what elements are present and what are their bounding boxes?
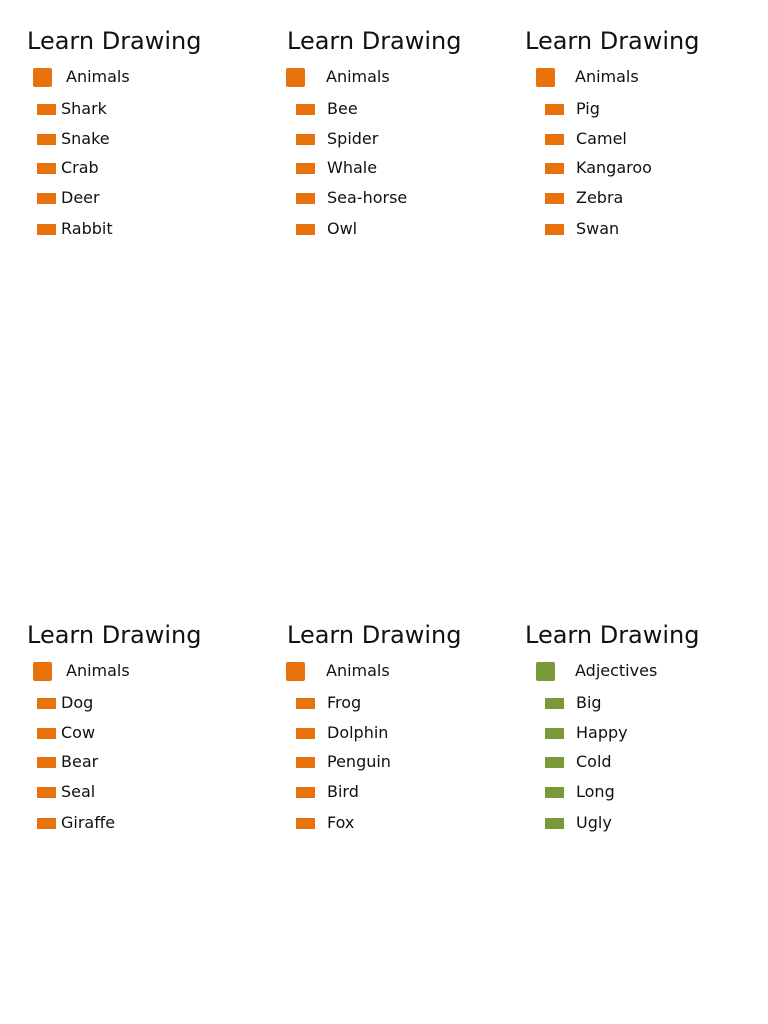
word-label: Zebra: [576, 188, 624, 207]
bullet-swatch: [296, 134, 315, 145]
bullet-swatch: [37, 818, 56, 829]
bullet-swatch: [296, 787, 315, 798]
word-label: Bee: [327, 99, 358, 118]
word-label: Seal: [61, 782, 96, 801]
bullet-swatch: [296, 818, 315, 829]
bullet-swatch: [296, 104, 315, 115]
bullet-swatch: [545, 698, 564, 709]
card-title: Learn Drawing: [287, 27, 462, 55]
category-color-swatch: [33, 662, 52, 681]
word-label: Giraffe: [61, 813, 116, 832]
category-label: Animals: [326, 67, 390, 86]
list-item: [27, 749, 257, 775]
list-item: [287, 720, 517, 746]
list-item: [27, 720, 257, 746]
list-item: [27, 810, 257, 836]
category-label: Animals: [66, 661, 130, 680]
bullet-swatch: [545, 787, 564, 798]
word-label: Kangaroo: [576, 158, 652, 177]
word-label: Rabbit: [61, 219, 113, 238]
bullet-swatch: [296, 224, 315, 235]
list-item: [525, 690, 755, 716]
list-item: [525, 126, 755, 152]
bullet-swatch: [37, 193, 56, 204]
list-item: [27, 126, 257, 152]
category-color-swatch: [286, 68, 305, 87]
list-item: [27, 155, 257, 181]
category-label: Animals: [66, 67, 130, 86]
list-item: [287, 810, 517, 836]
list-item: [525, 779, 755, 805]
bullet-swatch: [37, 728, 56, 739]
card-title: Learn Drawing: [525, 27, 700, 55]
word-label: Dolphin: [327, 723, 389, 742]
word-label: Crab: [61, 158, 99, 177]
word-label: Spider: [327, 129, 379, 148]
word-label: Pig: [576, 99, 600, 118]
word-label: Snake: [61, 129, 110, 148]
bullet-swatch: [296, 163, 315, 174]
word-label: Big: [576, 693, 602, 712]
bullet-swatch: [545, 728, 564, 739]
word-label: Fox: [327, 813, 355, 832]
bullet-swatch: [545, 818, 564, 829]
category-color-swatch: [536, 662, 555, 681]
category-label: Animals: [575, 67, 639, 86]
list-item: [525, 185, 755, 211]
list-item: [27, 216, 257, 242]
list-item: [287, 690, 517, 716]
list-item: [287, 185, 517, 211]
word-label: Swan: [576, 219, 620, 238]
bullet-swatch: [296, 698, 315, 709]
list-item: [27, 690, 257, 716]
list-item: [287, 96, 517, 122]
bullet-swatch: [37, 104, 56, 115]
category-header: [287, 658, 517, 684]
list-item: [27, 96, 257, 122]
word-label: Sea-horse: [327, 188, 408, 207]
category-header: [27, 64, 257, 90]
word-label: Whale: [327, 158, 378, 177]
bullet-swatch: [37, 698, 56, 709]
card-title: Learn Drawing: [287, 621, 462, 649]
list-item: [525, 216, 755, 242]
category-label: Animals: [326, 661, 390, 680]
list-item: [27, 779, 257, 805]
category-color-swatch: [536, 68, 555, 87]
list-item: [525, 749, 755, 775]
bullet-swatch: [545, 757, 564, 768]
bullet-swatch: [37, 757, 56, 768]
list-item: [287, 216, 517, 242]
list-item: [525, 155, 755, 181]
bullet-swatch: [296, 757, 315, 768]
word-label: Bear: [61, 752, 99, 771]
list-item: [525, 810, 755, 836]
category-header: [287, 64, 517, 90]
list-item: [27, 185, 257, 211]
bullet-swatch: [545, 224, 564, 235]
word-label: Dog: [61, 693, 94, 712]
bullet-swatch: [296, 193, 315, 204]
word-label: Cow: [61, 723, 96, 742]
word-label: Deer: [61, 188, 100, 207]
card-title: Learn Drawing: [27, 27, 202, 55]
bullet-swatch: [37, 787, 56, 798]
card-title: Learn Drawing: [27, 621, 202, 649]
category-color-swatch: [286, 662, 305, 681]
word-label: Ugly: [576, 813, 612, 832]
list-item: [287, 126, 517, 152]
word-label: Camel: [576, 129, 627, 148]
bullet-swatch: [296, 728, 315, 739]
category-color-swatch: [33, 68, 52, 87]
list-item: [287, 155, 517, 181]
word-label: Penguin: [327, 752, 391, 771]
list-item: [525, 720, 755, 746]
bullet-swatch: [37, 224, 56, 235]
list-item: [525, 96, 755, 122]
list-item: [287, 779, 517, 805]
card-title: Learn Drawing: [525, 621, 700, 649]
bullet-swatch: [545, 104, 564, 115]
bullet-swatch: [37, 163, 56, 174]
bullet-swatch: [545, 193, 564, 204]
word-label: Bird: [327, 782, 359, 801]
word-label: Shark: [61, 99, 107, 118]
list-item: [287, 749, 517, 775]
bullet-swatch: [545, 134, 564, 145]
word-label: Happy: [576, 723, 628, 742]
word-label: Cold: [576, 752, 612, 771]
category-header: [525, 658, 755, 684]
word-label: Frog: [327, 693, 362, 712]
word-label: Owl: [327, 219, 358, 238]
bullet-swatch: [545, 163, 564, 174]
category-label: Adjectives: [575, 661, 658, 680]
category-header: [27, 658, 257, 684]
word-label: Long: [576, 782, 615, 801]
category-header: [525, 64, 755, 90]
bullet-swatch: [37, 134, 56, 145]
